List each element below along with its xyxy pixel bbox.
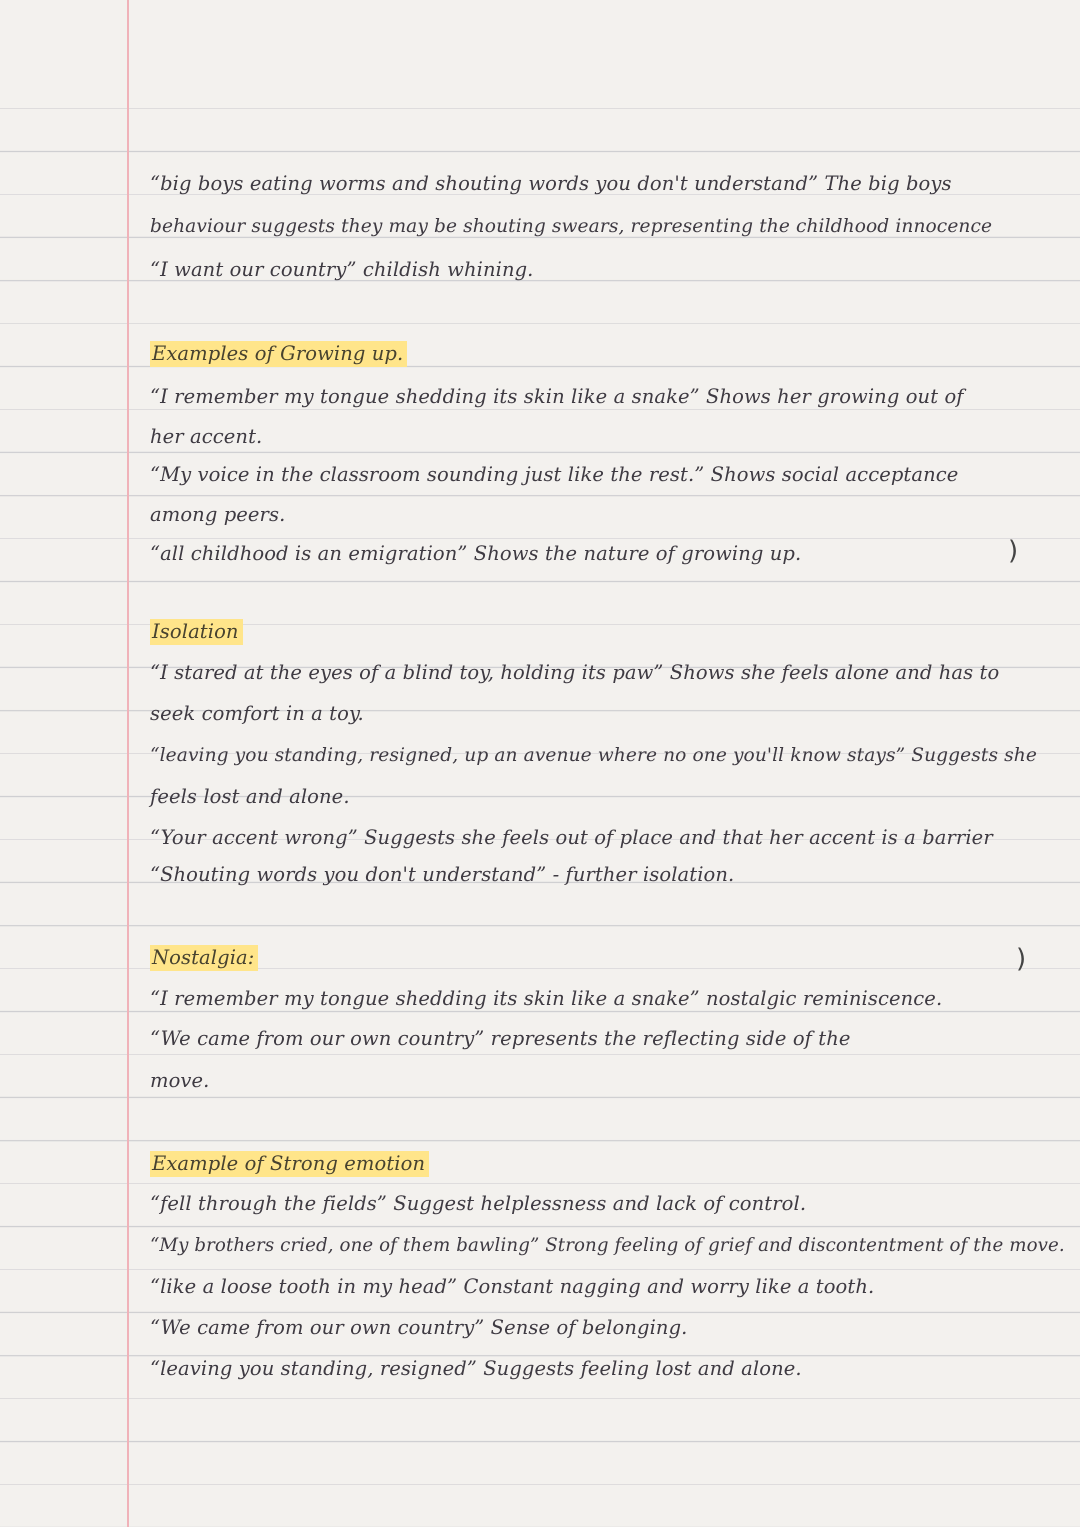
note-line: “Your accent wrong” Suggests she feels out of place and that her accent is a barrier	[150, 826, 993, 849]
note-line: her accent.	[150, 425, 263, 448]
section-heading-growing-up	[150, 340, 1050, 368]
note-line: move.	[150, 1069, 210, 1092]
note-line: feels lost and alone.	[150, 785, 350, 808]
note-line: “big boys eating worms and shouting words you don't understand” The big boys	[150, 172, 952, 195]
note-line: “leaving you standing, resigned” Suggests feeling lost and alone.	[150, 1357, 802, 1380]
note-line: among peers.	[150, 503, 286, 526]
note-line: “like a loose tooth in my head” Constant nagging and worry like a tooth.	[150, 1275, 875, 1298]
heading-highlight: Nostalgia:	[150, 945, 258, 971]
note-line: “My voice in the classroom sounding just like the rest.” Shows social acceptance	[150, 463, 959, 486]
section-heading-strong-emotion	[150, 1150, 1050, 1178]
note-line: “leaving you standing, resigned, up an avenue where no one you'll know stays” Suggests she	[150, 745, 1037, 766]
section-heading-isolation	[150, 618, 1050, 646]
section-heading-nostalgia	[150, 944, 1050, 972]
note-line: “I remember my tongue shedding its skin like a snake” nostalgic reminiscence.	[150, 987, 943, 1010]
margin-line	[127, 0, 129, 1527]
note-line: “fell through the fields” Suggest helplessness and lack of control.	[150, 1192, 807, 1215]
note-line: “My brothers cried, one of them bawling” Strong feeling of grief and discontentment of the move.	[150, 1235, 1065, 1256]
note-line: “I stared at the eyes of a blind toy, holding its paw” Shows she feels alone and has to	[150, 661, 1000, 684]
heading-highlight: Examples of Growing up.	[150, 341, 407, 367]
checkmark-icon: )	[1016, 944, 1027, 974]
note-line: “all childhood is an emigration” Shows the nature of growing up.	[150, 542, 802, 565]
heading-highlight: Isolation	[150, 619, 243, 645]
note-line: “I want our country” childish whining.	[150, 258, 534, 281]
note-line: “I remember my tongue shedding its skin like a snake” Shows her growing out of	[150, 385, 964, 408]
note-line: “Shouting words you don't understand” - further isolation.	[150, 863, 735, 886]
heading-highlight: Example of Strong emotion	[150, 1151, 429, 1177]
note-line: seek comfort in a toy.	[150, 702, 364, 725]
note-line: “We came from our own country” represents the reflecting side of the	[150, 1027, 851, 1050]
page-top-margin	[0, 0, 1080, 70]
note-line: behaviour suggests they may be shouting swears, representing the childhood innocence	[150, 216, 993, 237]
note-line: “We came from our own country” Sense of belonging.	[150, 1316, 688, 1339]
checkmark-icon: )	[1008, 536, 1019, 566]
